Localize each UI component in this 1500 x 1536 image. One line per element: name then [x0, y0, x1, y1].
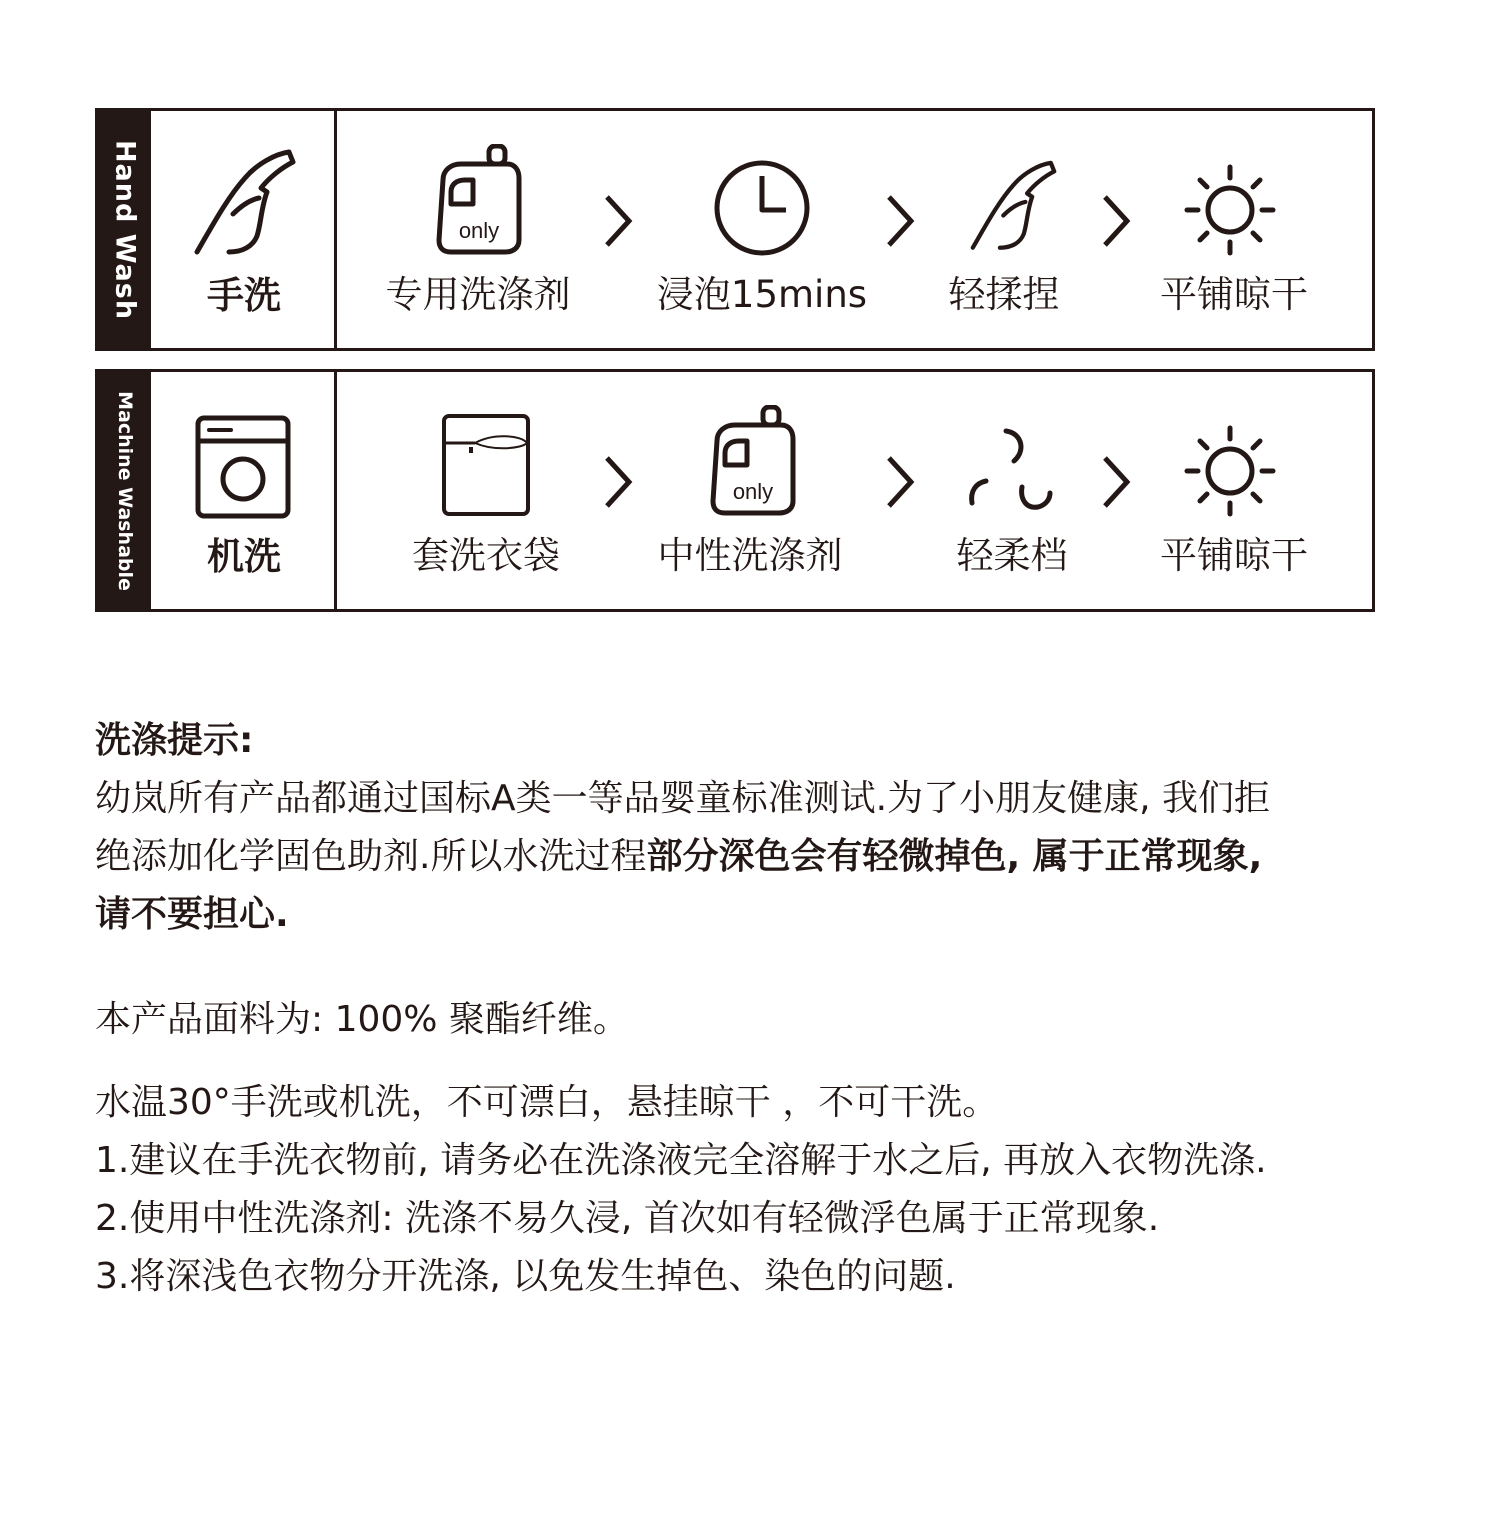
washing-machine-icon	[195, 415, 291, 519]
tips-emphasis: 请不要担心.	[95, 894, 289, 935]
chevron-right-icon	[1101, 454, 1131, 510]
chevron-right-icon	[885, 193, 915, 249]
machine-wash-panel	[95, 369, 1375, 612]
machine-step-label: 轻柔档	[956, 534, 1068, 577]
detergent-only-badge: only	[732, 479, 774, 504]
chevron-right-icon	[1101, 193, 1131, 249]
hand-wash-side-tab	[98, 111, 151, 348]
hand-wash-side-label: Hand Wash	[109, 139, 140, 320]
hand-step-label: 平铺晾干	[1160, 273, 1308, 316]
machine-step-label: 套洗衣袋	[412, 534, 560, 577]
care-item: 2.使用中性洗涤剂: 洗涤不易久浸, 首次如有轻微浮色属于正常现象.	[95, 1198, 1160, 1239]
tips-text: 幼岚所有产品都通过国标A类一等品婴童标准测试.为了小朋友健康, 我们拒	[95, 778, 1270, 819]
care-instructions	[95, 1074, 1395, 1306]
hand-step-label: 专用洗涤剂	[385, 273, 571, 316]
tips-text: 绝添加化学固色助剂.所以水洗过程	[95, 836, 647, 877]
hand-wash-type-cell	[151, 111, 337, 348]
care-item: 3.将深浅色衣物分开洗涤, 以免发生掉色、染色的问题.	[95, 1256, 956, 1297]
detergent-bottle-only-icon	[707, 405, 797, 517]
detergent-only-badge: only	[458, 218, 500, 243]
machine-wash-type-label: 机洗	[207, 535, 281, 578]
care-item: 1.建议在手洗衣物前, 请务必在洗涤液完全溶解于水之后, 再放入衣物洗涤.	[95, 1140, 1267, 1181]
tips-title: 洗涤提示:	[95, 720, 254, 761]
chevron-right-icon	[603, 454, 633, 510]
tips-line	[95, 828, 1395, 886]
machine-step-label: 平铺晾干	[1160, 534, 1308, 577]
sun-icon	[1183, 424, 1277, 518]
machine-step-label: 中性洗涤剂	[657, 534, 843, 577]
tips-line	[95, 886, 1395, 944]
hand-wash-type-label: 手洗	[207, 274, 281, 317]
laundry-bag-icon	[441, 413, 531, 517]
chevron-right-icon	[885, 454, 915, 510]
machine-wash-type-cell	[151, 372, 337, 609]
care-intro: 水温30°手洗或机洗，不可漂白，悬挂晾干 ，不可干洗。	[95, 1082, 999, 1123]
hand-wash-panel	[95, 108, 1375, 351]
machine-wash-side-tab	[98, 372, 151, 609]
chevron-right-icon	[603, 193, 633, 249]
clock-icon	[712, 158, 812, 258]
hand-step-label: 浸泡15mins	[656, 273, 868, 316]
tips-line	[95, 770, 1395, 828]
gentle-cycle-icon	[966, 427, 1058, 513]
hand-icon	[189, 148, 301, 260]
fabric-composition	[95, 991, 1395, 1049]
tips-emphasis: 部分深色会有轻微掉色, 属于正常现象,	[646, 836, 1263, 877]
machine-wash-side-label: Machine Washable	[113, 390, 136, 591]
fabric-text: 本产品面料为: 100% 聚酯纤维。	[95, 999, 629, 1040]
washing-tips	[95, 712, 1395, 944]
hand-icon	[966, 158, 1061, 256]
detergent-bottle-only-icon	[433, 144, 523, 256]
sun-icon	[1183, 163, 1277, 257]
hand-step-label: 轻揉捏	[948, 273, 1060, 316]
